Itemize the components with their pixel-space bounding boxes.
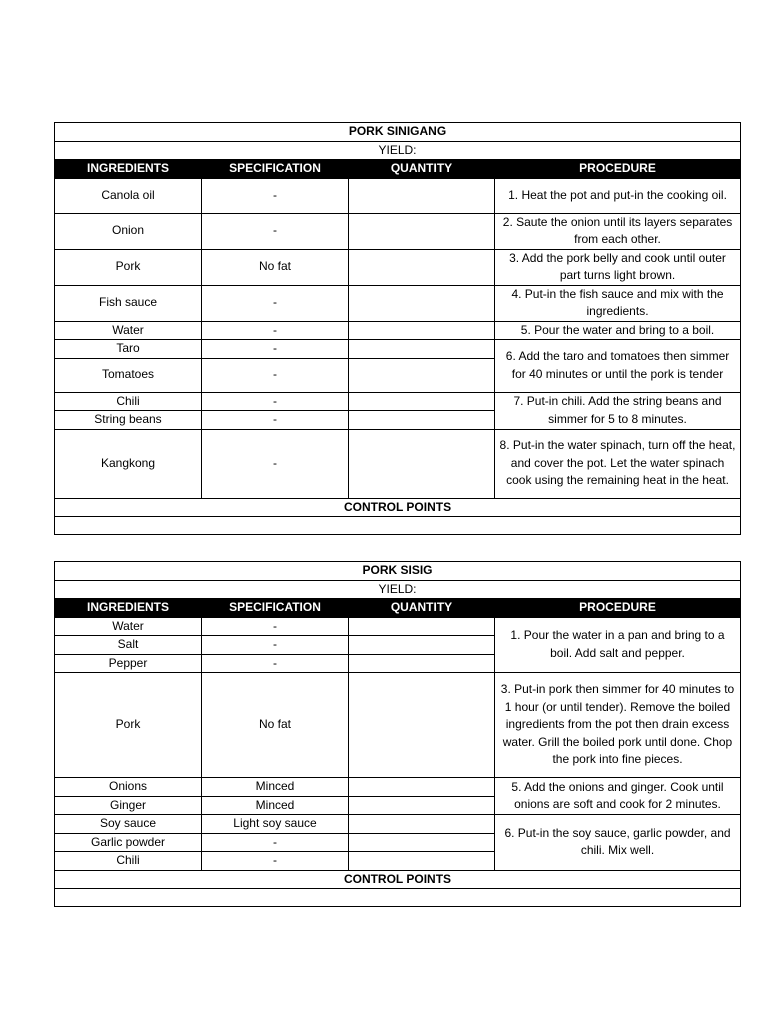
procedure-step: 8. Put-in the water spinach, turn off the heat, and cover the pot. Let the water spinach cook using the remaining heat in the heat. [495,429,741,498]
table-row [55,778,741,797]
ingredient-spec: Light soy sauce [202,815,349,834]
procedure-step: 2. Saute the onion until its layers separates from each other. [495,213,741,249]
ingredient-quantity [349,285,495,321]
procedure-step: 4. Put-in the fish sauce and mix with the ingredients. [495,285,741,321]
procedure-step: 5. Add the onions and ginger. Cook until onions are soft and cook for 2 minutes. [495,778,741,815]
ingredient-spec: No fat [202,673,349,778]
ingredient-quantity [349,340,495,359]
ingredient-quantity [349,392,495,411]
ingredient-quantity [349,796,495,815]
procedure-step: 7. Put-in chili. Add the string beans and simmer for 5 to 8 minutes. [495,392,741,429]
procedure-header: PROCEDURE [495,160,741,179]
ingredient-name: Pepper [55,654,202,673]
table-row [55,392,741,411]
control-points-blank [55,889,741,907]
yield-label: YIELD: [55,141,741,160]
ingredient-spec: - [202,429,349,498]
ingredient-spec: - [202,833,349,852]
ingredient-quantity [349,815,495,834]
ingredient-spec: - [202,411,349,430]
ingredient-spec: - [202,213,349,249]
ingredient-quantity [349,411,495,430]
ingredient-name: Taro [55,340,202,359]
ingredient-spec: - [202,285,349,321]
ingredients-header: INGREDIENTS [55,599,202,618]
ingredient-name: Canola oil [55,178,202,213]
table-row [55,673,741,778]
ingredient-name: Pork [55,673,202,778]
procedure-step: 3. Add the pork belly and cook until outer part turns light brown. [495,249,741,285]
table-row [55,340,741,359]
ingredient-spec: - [202,178,349,213]
ingredient-spec: No fat [202,249,349,285]
recipe-table-sinigang [54,122,741,535]
yield-label: YIELD: [55,580,741,599]
ingredient-quantity [349,213,495,249]
ingredient-spec: - [202,321,349,340]
table-row [55,617,741,636]
ingredient-spec: - [202,654,349,673]
ingredient-quantity [349,654,495,673]
ingredient-name: Tomatoes [55,358,202,392]
ingredient-quantity [349,852,495,871]
ingredient-name: Ginger [55,796,202,815]
ingredient-spec: - [202,617,349,636]
procedure-step: 1. Heat the pot and put-in the cooking oil. [495,178,741,213]
header-row [55,599,741,618]
ingredient-name: Water [55,321,202,340]
table-row [55,815,741,834]
procedure-step: 6. Add the taro and tomatoes then simmer for 40 minutes or until the pork is tender [495,340,741,393]
ingredient-name: Garlic powder [55,833,202,852]
ingredient-spec: - [202,358,349,392]
ingredient-spec: - [202,340,349,359]
quantity-header: QUANTITY [349,599,495,618]
control-points-blank [55,517,741,535]
recipe-table-sisig [54,561,741,907]
specification-header: SPECIFICATION [202,599,349,618]
table-row [55,285,741,321]
table-row [55,321,741,340]
table-row [55,429,741,498]
table-row [55,249,741,285]
ingredient-name: String beans [55,411,202,430]
ingredient-name: Soy sauce [55,815,202,834]
ingredient-quantity [349,617,495,636]
ingredient-name: Salt [55,636,202,655]
ingredient-name: Onion [55,213,202,249]
ingredient-spec: Minced [202,778,349,797]
ingredient-spec: - [202,636,349,655]
specification-header: SPECIFICATION [202,160,349,179]
ingredient-name: Chili [55,852,202,871]
ingredient-quantity [349,636,495,655]
procedure-header: PROCEDURE [495,599,741,618]
procedure-step: 6. Put-in the soy sauce, garlic powder, and chili. Mix well. [495,815,741,871]
procedure-step: 3. Put-in pork then simmer for 40 minutes to 1 hour (or until tender). Remove the boiled ingredients from the pot then drain excess water. Grill the boiled pork until done. Chop the pork into fine pieces. [495,673,741,778]
table-row [55,178,741,213]
ingredients-header: INGREDIENTS [55,160,202,179]
header-row [55,160,741,179]
ingredient-quantity [349,673,495,778]
control-points-label: CONTROL POINTS [55,870,741,889]
ingredient-quantity [349,833,495,852]
ingredient-quantity [349,178,495,213]
ingredient-name: Kangkong [55,429,202,498]
recipe-title: PORK SINIGANG [55,123,741,142]
procedure-step: 5. Pour the water and bring to a boil. [495,321,741,340]
ingredient-quantity [349,429,495,498]
ingredient-name: Pork [55,249,202,285]
ingredient-name: Water [55,617,202,636]
ingredient-quantity [349,358,495,392]
procedure-step: 1. Pour the water in a pan and bring to a boil. Add salt and pepper. [495,617,741,673]
ingredient-quantity [349,778,495,797]
table-row [55,213,741,249]
control-points-label: CONTROL POINTS [55,498,741,517]
ingredient-spec: - [202,852,349,871]
ingredient-name: Onions [55,778,202,797]
ingredient-spec: - [202,392,349,411]
ingredient-quantity [349,249,495,285]
ingredient-quantity [349,321,495,340]
ingredient-name: Fish sauce [55,285,202,321]
ingredient-name: Chili [55,392,202,411]
recipe-title: PORK SISIG [55,562,741,581]
quantity-header: QUANTITY [349,160,495,179]
ingredient-spec: Minced [202,796,349,815]
